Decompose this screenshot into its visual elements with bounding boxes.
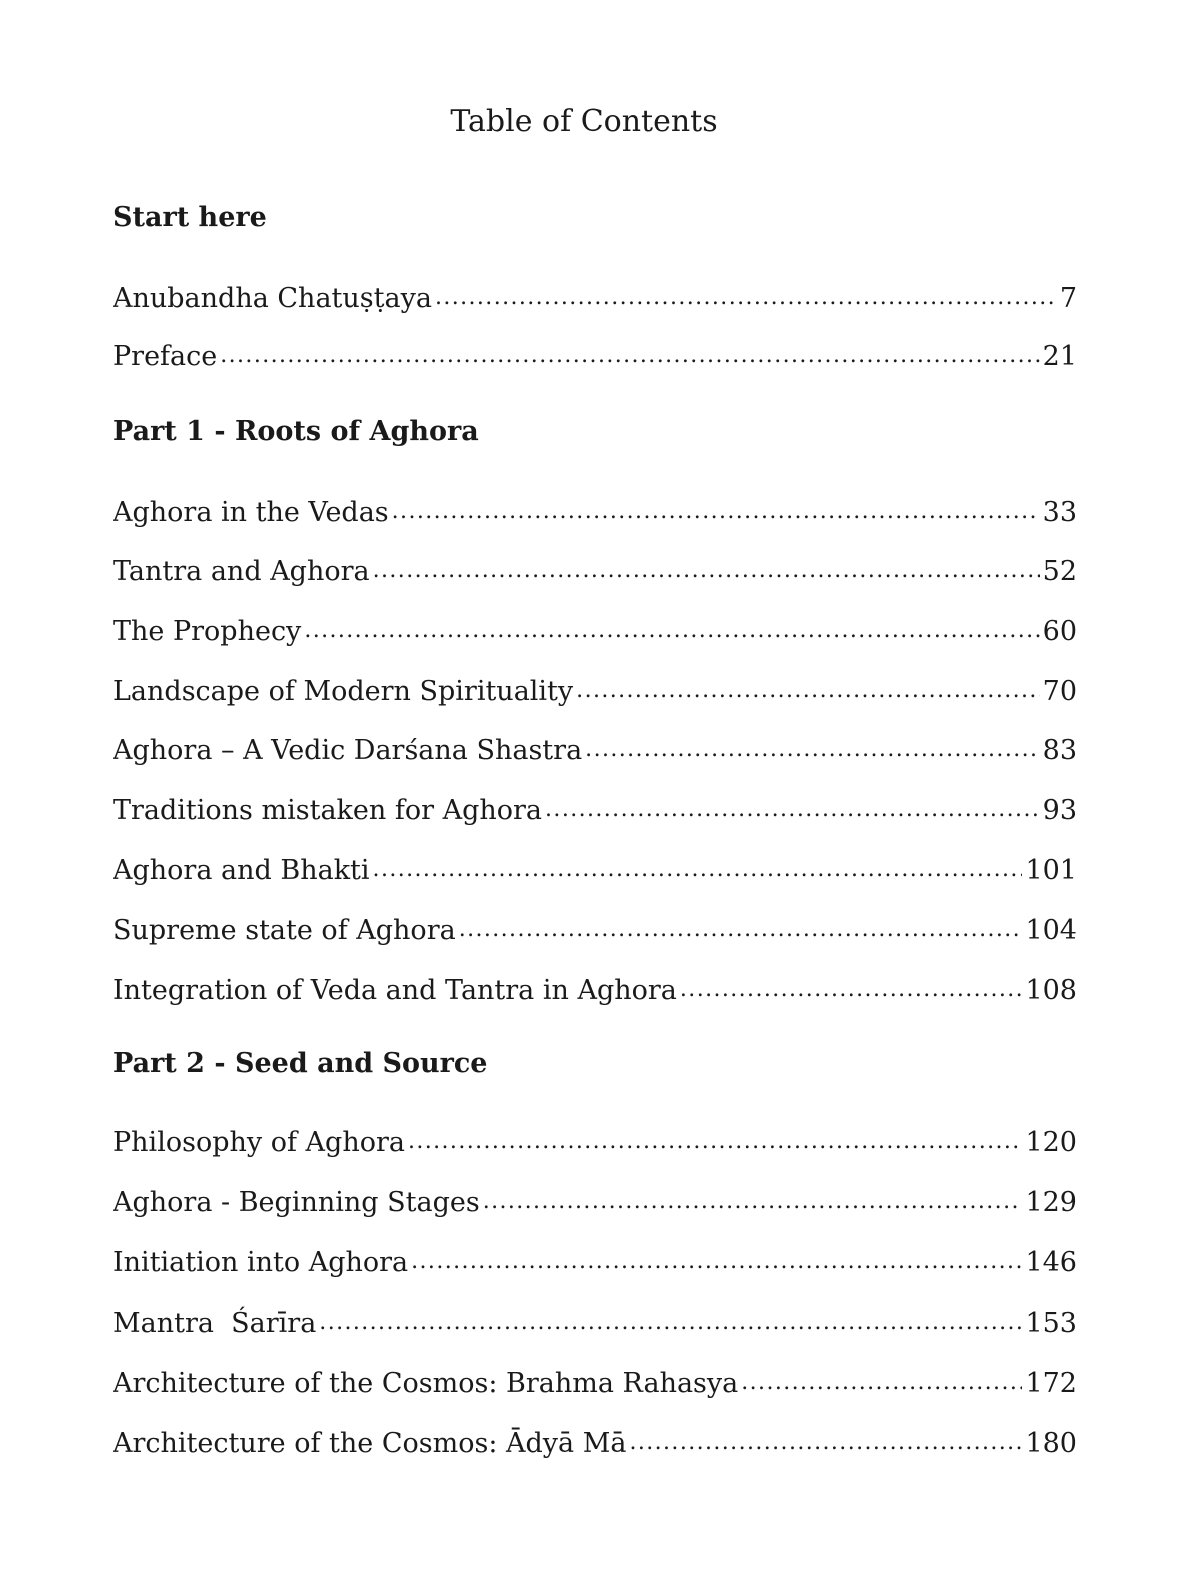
section-heading-part-1: Part 1 - Roots of Aghora xyxy=(113,416,479,447)
toc-entry-label: Aghora - Beginning Stages xyxy=(113,1187,480,1218)
dot-leader xyxy=(585,732,1039,759)
dot-leader xyxy=(319,1305,1022,1332)
toc-entry[interactable] xyxy=(113,280,1077,316)
toc-entry-label: Anubandha Chatuṣṭaya xyxy=(113,283,432,314)
dot-leader xyxy=(545,792,1040,819)
toc-entry-page: 120 xyxy=(1025,1127,1077,1158)
toc-entry[interactable] xyxy=(113,1365,1077,1401)
toc-entry-page: 153 xyxy=(1025,1308,1077,1339)
dot-leader xyxy=(373,852,1023,879)
toc-entry-label: Initiation into Aghora xyxy=(113,1247,409,1278)
dot-leader xyxy=(435,280,1057,307)
toc-entry-label: Preface xyxy=(113,341,218,372)
toc-entry-page: 101 xyxy=(1025,855,1077,886)
toc-entry-page: 93 xyxy=(1042,795,1077,826)
dot-leader xyxy=(408,1124,1022,1151)
dot-leader xyxy=(392,494,1040,521)
toc-entry-page: 129 xyxy=(1025,1187,1077,1218)
toc-entry[interactable] xyxy=(113,852,1077,888)
dot-leader xyxy=(629,1425,1022,1452)
section-heading-start-here: Start here xyxy=(113,202,267,233)
dot-leader xyxy=(483,1184,1023,1211)
toc-entry-label: Traditions mistaken for Aghora xyxy=(113,795,543,826)
dot-leader xyxy=(304,613,1039,640)
toc-entry-label: Architecture of the Cosmos: Ādyā Mā xyxy=(113,1428,627,1459)
toc-entry-label: Philosophy of Aghora xyxy=(113,1127,405,1158)
toc-entry-page: 83 xyxy=(1042,735,1077,766)
toc-entry-label: Landscape of Modern Spirituality xyxy=(113,676,574,707)
dot-leader xyxy=(576,673,1039,700)
toc-entry-label: Mantra Śarīra xyxy=(113,1308,317,1339)
toc-entry[interactable] xyxy=(113,613,1077,649)
toc-entry-label: Tantra and Aghora xyxy=(113,556,370,587)
toc-entry-label: Integration of Veda and Tantra in Aghora xyxy=(113,975,677,1006)
toc-entry-page: 70 xyxy=(1042,676,1077,707)
toc-entry[interactable] xyxy=(113,912,1077,948)
toc-entry[interactable] xyxy=(113,494,1077,530)
toc-entry[interactable] xyxy=(113,1184,1077,1220)
section-heading-part-2: Part 2 - Seed and Source xyxy=(113,1048,488,1079)
toc-entry-label: Aghora – A Vedic Darśana Shastra xyxy=(113,735,583,766)
toc-entry-page: 172 xyxy=(1025,1368,1077,1399)
toc-entry[interactable] xyxy=(113,338,1077,374)
toc-entry-page: 33 xyxy=(1042,497,1077,528)
toc-entry-page: 52 xyxy=(1042,556,1077,587)
dot-leader xyxy=(459,912,1023,939)
toc-entry-label: The Prophecy xyxy=(113,616,302,647)
dot-leader xyxy=(411,1244,1022,1271)
toc-entry-page: 21 xyxy=(1042,341,1077,372)
toc-entry[interactable] xyxy=(113,732,1077,768)
toc-entry[interactable] xyxy=(113,1244,1077,1280)
toc-entry-label: Aghora in the Vedas xyxy=(113,497,389,528)
dot-leader xyxy=(741,1365,1022,1392)
toc-entry[interactable] xyxy=(113,1305,1077,1341)
toc-entry-page: 104 xyxy=(1025,915,1077,946)
toc-entry[interactable] xyxy=(113,1425,1077,1461)
toc-entry[interactable] xyxy=(113,1124,1077,1160)
toc-entry-label: Aghora and Bhakti xyxy=(113,855,370,886)
dot-leader xyxy=(220,338,1039,365)
toc-entry[interactable] xyxy=(113,972,1077,1008)
dot-leader xyxy=(680,972,1023,999)
toc-entry-label: Supreme state of Aghora xyxy=(113,915,456,946)
toc-entry-page: 180 xyxy=(1025,1428,1077,1459)
toc-entry[interactable] xyxy=(113,553,1077,589)
toc-entry[interactable] xyxy=(113,673,1077,709)
dot-leader xyxy=(373,553,1040,580)
toc-entry[interactable] xyxy=(113,792,1077,828)
toc-entry-page: 108 xyxy=(1025,975,1077,1006)
toc-entry-page: 60 xyxy=(1042,616,1077,647)
page-title: Table of Contents xyxy=(450,104,718,139)
toc-entry-page: 146 xyxy=(1025,1247,1077,1278)
toc-entry-page: 7 xyxy=(1059,283,1077,314)
toc-entry-label: Architecture of the Cosmos: Brahma Rahasya xyxy=(113,1368,739,1399)
